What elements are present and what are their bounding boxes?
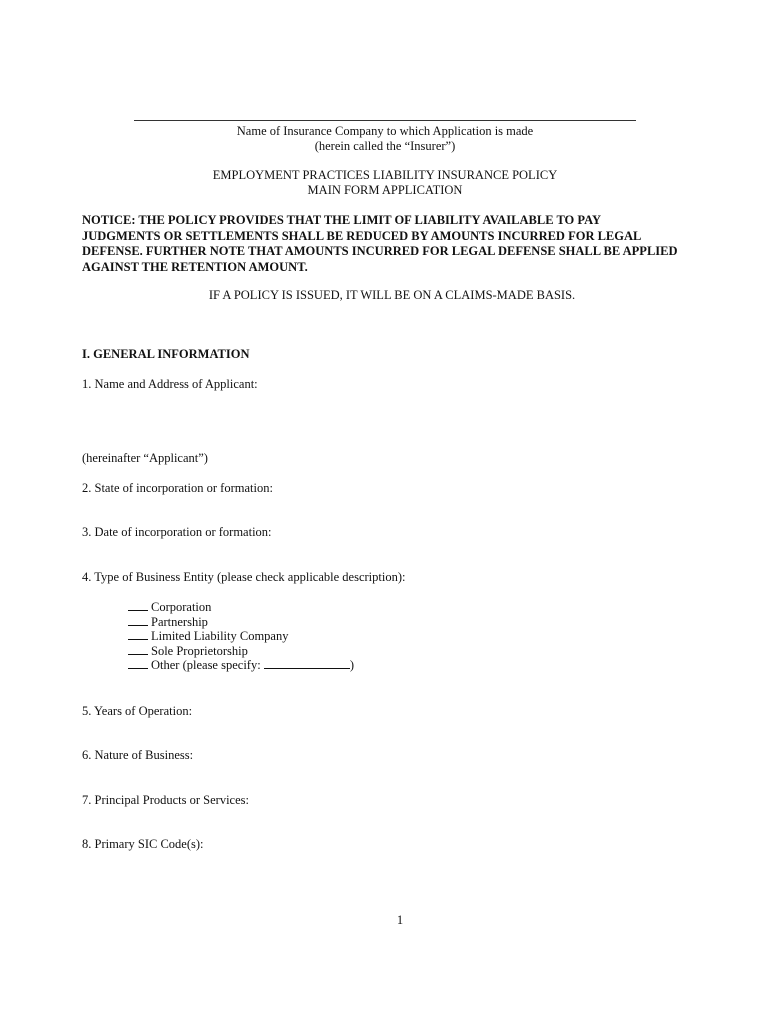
question-years-of-operation: 5. Years of Operation: bbox=[82, 704, 193, 718]
checkbox-blank[interactable] bbox=[128, 644, 148, 655]
section-heading-general-information: I. GENERAL INFORMATION bbox=[82, 347, 250, 361]
question-date-of-incorporation: 3. Date of incorporation or formation: bbox=[82, 525, 272, 539]
notice-line-4: AGAINST THE RETENTION AMOUNT. bbox=[82, 259, 308, 274]
document-title-line-1: EMPLOYMENT PRACTICES LIABILITY INSURANCE POLICY bbox=[212, 168, 558, 182]
checkbox-blank[interactable] bbox=[128, 629, 148, 640]
other-specify-field[interactable] bbox=[264, 658, 350, 669]
question-principal-products-services: 7. Principal Products or Services: bbox=[82, 793, 249, 807]
insurer-name-line[interactable] bbox=[134, 120, 636, 121]
question-primary-sic-codes: 8. Primary SIC Code(s): bbox=[82, 837, 204, 851]
option-partnership[interactable] bbox=[128, 615, 354, 630]
checkbox-blank[interactable] bbox=[128, 615, 148, 626]
option-llc[interactable] bbox=[128, 629, 354, 644]
option-corporation[interactable] bbox=[128, 600, 354, 615]
notice-line-2: JUDGMENTS OR SETTLEMENTS SHALL BE REDUCED BY AMOUNTS INCURRED FOR LEGAL bbox=[82, 228, 642, 243]
option-label: Sole Proprietorship bbox=[151, 643, 248, 658]
insurer-caption-line-2: (herein called the “Insurer”) bbox=[314, 139, 456, 153]
question-state-of-incorporation: 2. State of incorporation or formation: bbox=[82, 481, 273, 495]
question-nature-of-business: 6. Nature of Business: bbox=[82, 748, 194, 762]
option-label: Partnership bbox=[151, 614, 208, 629]
other-close-paren: ) bbox=[349, 658, 354, 673]
question-applicant-name-address: 1. Name and Address of Applicant: bbox=[82, 377, 258, 391]
option-label: Corporation bbox=[151, 600, 212, 614]
option-other[interactable] bbox=[128, 658, 354, 673]
option-label: Other (please specify: bbox=[151, 658, 264, 673]
insurer-caption-line-1: Name of Insurance Company to which Application is made bbox=[236, 124, 534, 138]
page-number: 1 bbox=[396, 913, 404, 927]
question-business-entity-type: 4. Type of Business Entity (please check applicable description): bbox=[82, 570, 406, 584]
notice-line-1: NOTICE: THE POLICY PROVIDES THAT THE LIMIT OF LIABILITY AVAILABLE TO PAY bbox=[82, 213, 602, 227]
insurer-caption bbox=[134, 124, 636, 154]
applicant-definition: (hereinafter “Applicant”) bbox=[82, 451, 208, 465]
entity-type-options bbox=[128, 600, 354, 673]
liability-notice bbox=[82, 213, 702, 275]
claims-made-statement: IF A POLICY IS ISSUED, IT WILL BE ON A CLAIMS-MADE BASIS. bbox=[208, 288, 576, 302]
document-title-line-2: MAIN FORM APPLICATION bbox=[307, 183, 463, 197]
checkbox-blank[interactable] bbox=[128, 600, 148, 611]
document-title bbox=[134, 168, 636, 198]
option-label: Limited Liability Company bbox=[151, 629, 289, 644]
checkbox-blank[interactable] bbox=[128, 658, 148, 669]
notice-line-3: DEFENSE. FURTHER NOTE THAT AMOUNTS INCURRED FOR LEGAL DEFENSE SHALL BE APPLIED bbox=[82, 244, 678, 258]
option-sole-proprietorship[interactable] bbox=[128, 644, 354, 659]
